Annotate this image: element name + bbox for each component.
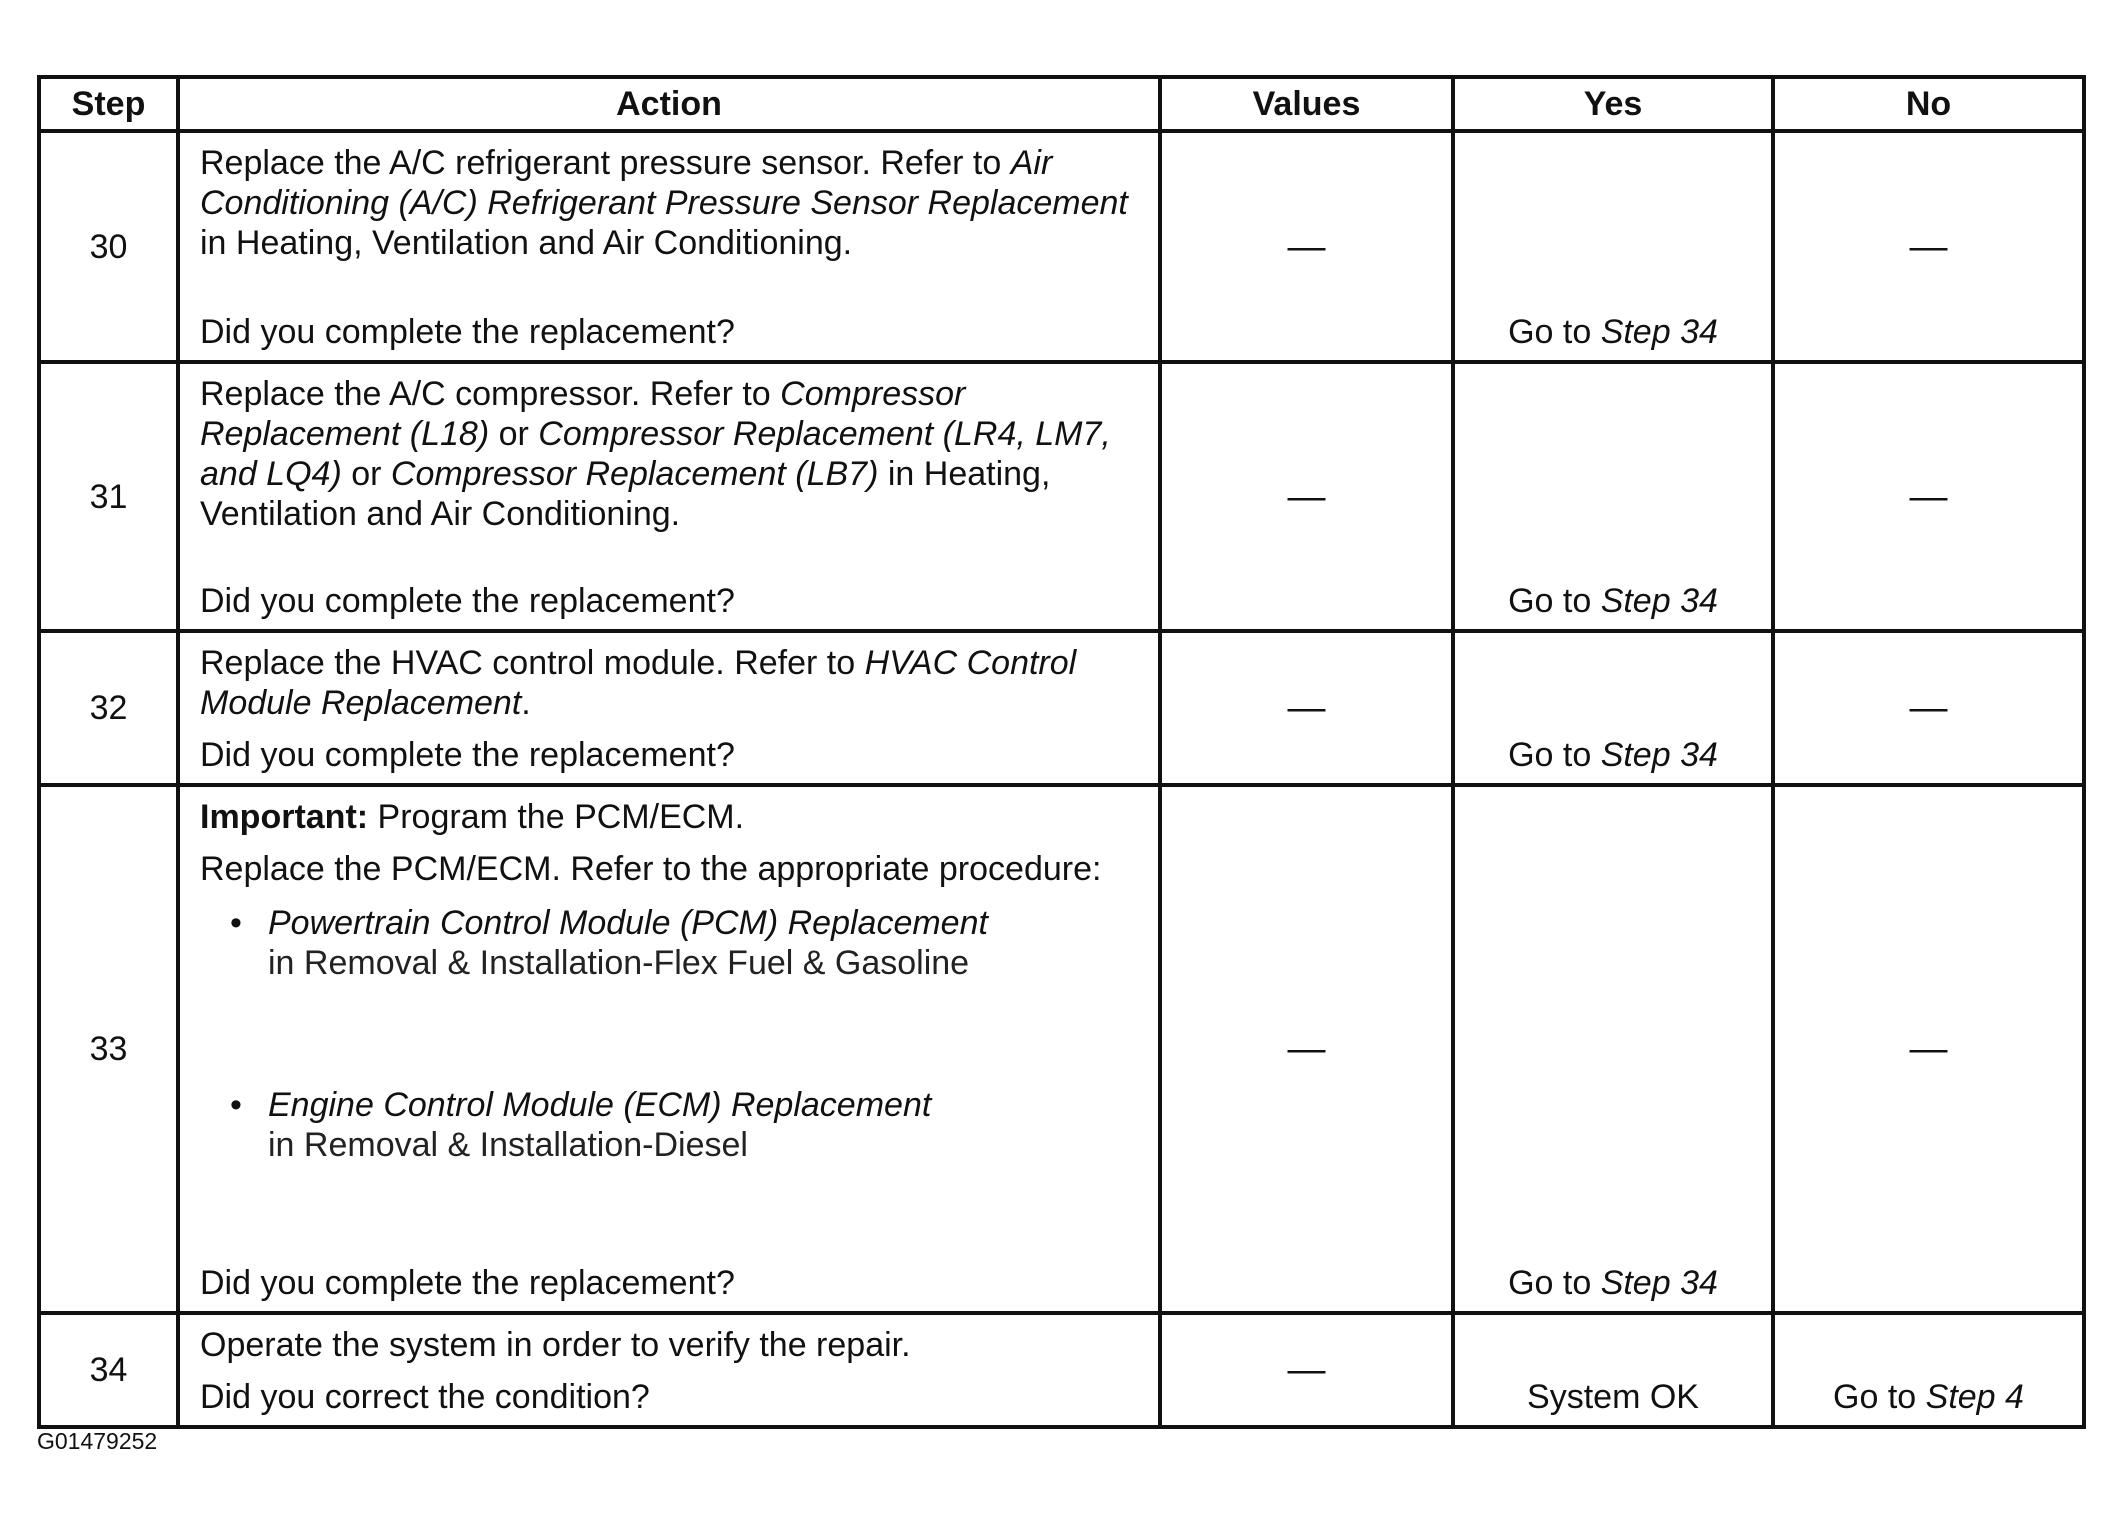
header-no: No [1773, 77, 2084, 131]
yes-cell [1453, 131, 1773, 362]
table-row [39, 131, 2084, 362]
yes-text: Go to [1508, 736, 1601, 774]
step-link[interactable]: Step 34 [1600, 1264, 1718, 1302]
yes-cell [1453, 785, 1773, 1313]
important-label: Important: [200, 798, 369, 836]
procedure-bullet [230, 1085, 1144, 1165]
values-cell: — [1160, 362, 1453, 631]
header-action: Action [178, 77, 1160, 131]
step-link[interactable]: Step 34 [1600, 736, 1718, 774]
step-number: 34 [39, 1313, 178, 1427]
yes-text: Go to [1508, 582, 1601, 620]
action-question: Did you complete the replacement? [200, 313, 735, 351]
values-cell: — [1160, 131, 1453, 362]
procedure-bullet [230, 903, 1144, 983]
action-cell [178, 1313, 1160, 1427]
step-link[interactable]: Step 34 [1600, 582, 1718, 620]
diagnostic-table [37, 75, 2086, 1429]
step-number: 30 [39, 131, 178, 362]
action-cell [178, 131, 1160, 362]
table-row [39, 362, 2084, 631]
action-text: in Heating, Ventilation and Air Conditioning. [200, 455, 1051, 533]
action-instruction [200, 143, 1144, 263]
action-question: Did you correct the condition? [200, 1378, 650, 1416]
action-text: or [341, 455, 391, 493]
action-text: Replace the A/C refrigerant pressure sensor. Refer to [200, 144, 1011, 182]
action-question: Did you complete the replacement? [200, 736, 735, 774]
header-yes: Yes [1453, 77, 1773, 131]
action-text: in Heating, Ventilation and Air Conditioning. [200, 224, 853, 262]
values-cell: — [1160, 1313, 1453, 1427]
table-row [39, 785, 2084, 1313]
procedure-reference-link[interactable]: Compressor Replacement (L18) [200, 375, 966, 453]
step-number: 32 [39, 631, 178, 785]
no-cell: — [1773, 362, 2084, 631]
action-text: or [489, 415, 539, 453]
yes-cell: System OK [1453, 1313, 1773, 1427]
step-number: 31 [39, 362, 178, 631]
header-step: Step [39, 77, 178, 131]
no-cell [1773, 1313, 2084, 1427]
procedure-reference-link[interactable]: Compressor Replacement (LB7) [390, 455, 879, 493]
bullet-mark: • [230, 1086, 242, 1124]
yes-text: Go to [1508, 1264, 1601, 1302]
important-text: Program the PCM/ECM. [368, 798, 745, 836]
step-link[interactable]: Step 4 [1925, 1378, 2024, 1416]
action-instruction: Operate the system in order to verify the repair. [200, 1326, 911, 1364]
header-values: Values [1160, 77, 1453, 131]
no-text: Go to [1833, 1378, 1926, 1416]
bullet-location: in Removal & Installation-Diesel [268, 1126, 748, 1164]
table-row [39, 1313, 2084, 1427]
action-question: Did you complete the replacement? [200, 582, 735, 620]
no-cell: — [1773, 631, 2084, 785]
bullet-mark: • [230, 904, 242, 942]
yes-cell [1453, 631, 1773, 785]
procedure-reference-link[interactable]: Compressor Replacement (LR4, LM7, and LQ4) [200, 415, 1111, 493]
action-instruction [200, 643, 1144, 723]
step-link[interactable]: Step 34 [1600, 313, 1718, 351]
action-cell [178, 362, 1160, 631]
bullet-location: in Removal & Installation-Flex Fuel & Gasoline [268, 944, 970, 982]
no-cell: — [1773, 785, 2084, 1313]
action-cell [178, 785, 1160, 1313]
action-text: . [521, 684, 531, 722]
action-text: Replace the HVAC control module. Refer to [200, 644, 865, 682]
action-text: Replace the A/C compressor. Refer to [200, 375, 781, 413]
bullet-content [268, 903, 988, 983]
action-instruction [200, 374, 1144, 534]
yes-text: Go to [1508, 313, 1601, 351]
header-row [39, 77, 2084, 131]
no-cell: — [1773, 131, 2084, 362]
important-note [200, 797, 1144, 837]
values-cell: — [1160, 631, 1453, 785]
action-question: Did you complete the replacement? [200, 1264, 735, 1302]
step-number: 33 [39, 785, 178, 1313]
yes-cell [1453, 362, 1773, 631]
procedure-reference-link[interactable]: HVAC Control Module Replacement [200, 644, 1077, 722]
procedure-reference-link[interactable]: Powertrain Control Module (PCM) Replacement [268, 904, 988, 942]
procedure-reference-link[interactable]: Engine Control Module (ECM) Replacement [268, 1086, 932, 1124]
bullet-content [268, 1085, 931, 1165]
table-row [39, 631, 2084, 785]
values-cell: — [1160, 785, 1453, 1313]
action-instruction: Replace the PCM/ECM. Refer to the appropriate procedure: [200, 850, 1102, 888]
procedure-reference-link[interactable]: Air Conditioning (A/C) Refrigerant Pressure Sensor Replacement [200, 144, 1128, 222]
figure-code: G01479252 [37, 1428, 158, 1454]
action-cell [178, 631, 1160, 785]
